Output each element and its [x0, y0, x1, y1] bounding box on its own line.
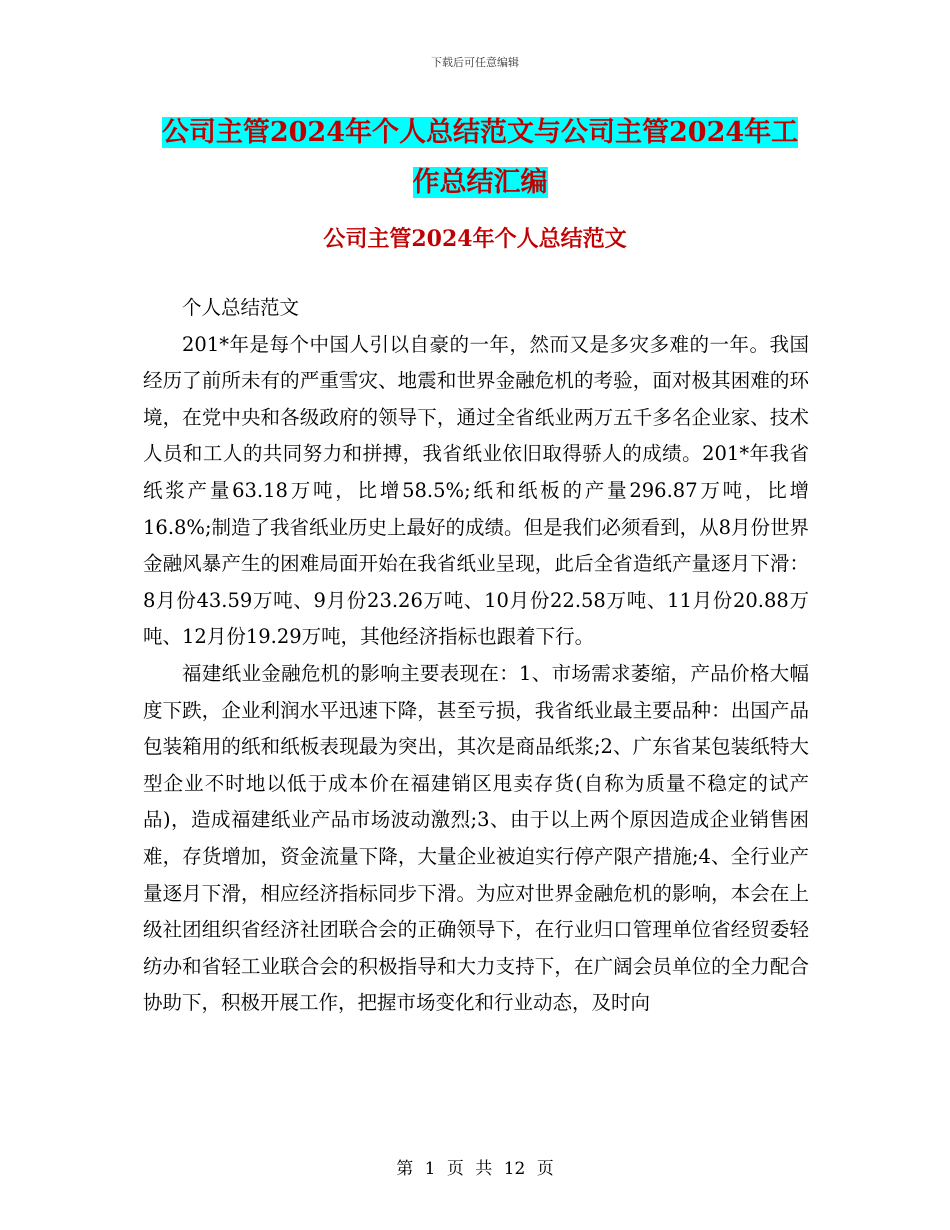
document-title [140, 108, 820, 208]
paragraph: 福建纸业金融危机的影响主要表现在：1、市场需求萎缩，产品价格大幅度下跌，企业利润水平迅速下降，甚至亏损，我省纸业最主要品种：出国产品包装箱用的纸和纸板表现最为突出，其次是商品纸浆;2、广东省某包装纸特大型企业不时地以低于成本价在福建销区甩卖存货(自称为质量不稳定的试产品)，造成福建纸业产品市场波动激烈;3、由于以上两个原因造成企业销售困难，存货增加，资金流量下降，大量企业被迫实行停产限产措施;4、全行业产量逐月下滑，相应经济指标同步下滑。为应对世界金融危机的影响，本会在上级社团组织省经济社团联合会的正确领导下，在行业归口管理单位省经贸委轻纺办和省轻工业联合会的积极指导和大力支持下，在广阔会员单位的全力配合协助下，积极开展工作，把握市场变化和行业动态，及时向 [143, 661, 809, 1015]
document-title-line-2: 作总结汇编 [412, 167, 548, 198]
paragraph-subheading: 个人总结范文 [182, 296, 300, 319]
document-title-line-1: 公司主管2024年个人总结范文与公司主管2024年工 [161, 117, 799, 148]
section-title: 公司主管2024年个人总结范文 [323, 226, 627, 252]
paragraph: 201*年是每个中国人引以自豪的一年，然而又是多灾多难的一年。我国经历了前所未有的严重雪灾、地震和世界金融危机的考验，面对极其困难的环境，在党中央和各级政府的领导下，通过全省纸业两万五千多名企业家、技术人员和工人的共同努力和拼搏，我省纸业依旧取得骄人的成绩。201*年我省纸浆产量63.18万吨，比增58.5%;纸和纸板的产量296.87万吨，比增16.8%;制造了我省纸业历史上最好的成绩。但是我们必须看到，从8月份世界金融风暴产生的困难局面开始在我省纸业呈现，此后全省造纸产量逐月下滑：8月份43.59万吨、9月份23.26万吨、10月份22.58万吨、11月份20.88万吨、12月份19.29万吨，其他经济指标也跟着下行。 [143, 332, 809, 649]
document-body [143, 290, 809, 1022]
header-note: 下载后可任意编辑 [431, 56, 519, 69]
page-footer: 第 1 页 共 12 页 [396, 1159, 554, 1179]
